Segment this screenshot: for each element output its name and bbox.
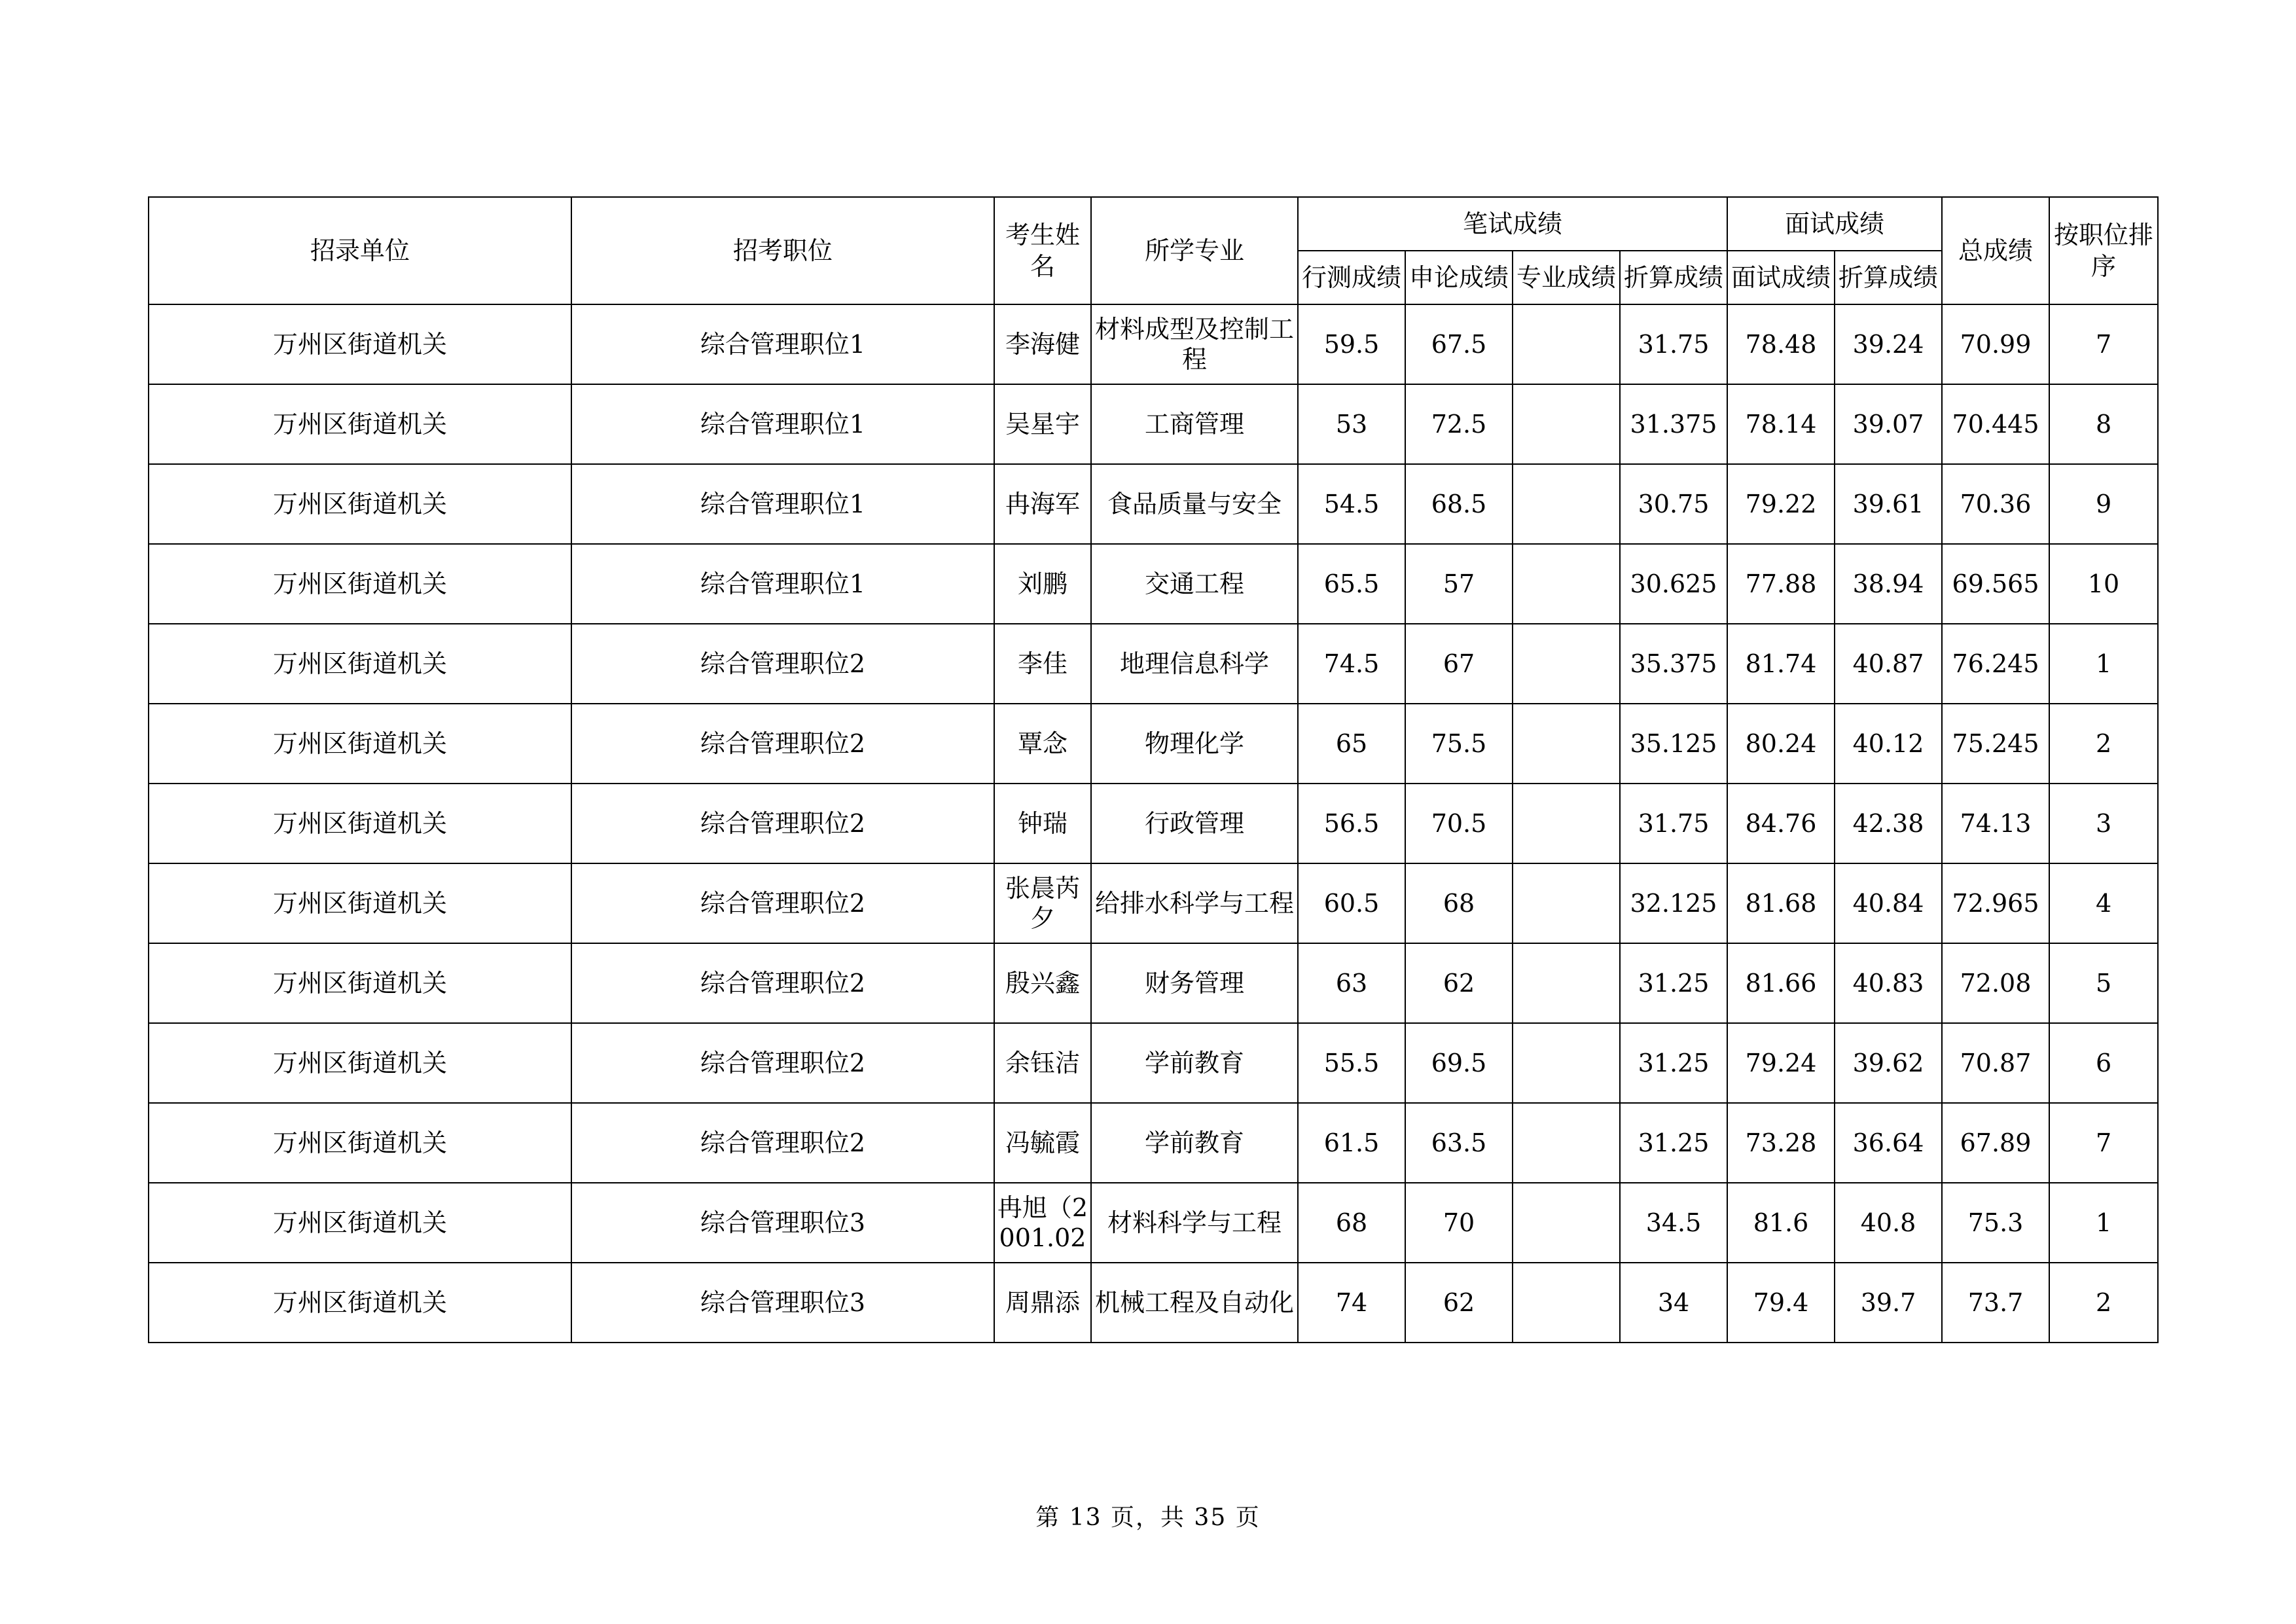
header-position: 招考职位 xyxy=(571,197,994,304)
header-xingce-label: 行测成绩 xyxy=(1301,263,1401,292)
cell-professional xyxy=(1513,624,1620,704)
cell-name-text: 冯毓霞 xyxy=(1005,1128,1080,1157)
cell-rank: 5 xyxy=(2049,943,2158,1023)
table-row xyxy=(149,704,2158,784)
cell-position: 综合管理职位2 xyxy=(571,943,994,1023)
cell-xingce: 53 xyxy=(1298,384,1405,464)
cell-position: 综合管理职位2 xyxy=(571,1023,994,1103)
header-row-1 xyxy=(149,197,2158,251)
cell-written-converted: 30.625 xyxy=(1620,544,1727,624)
cell-name xyxy=(994,943,1091,1023)
cell-rank: 6 xyxy=(2049,1023,2158,1103)
cell-interview-converted: 40.84 xyxy=(1835,863,1942,943)
cell-interview: 78.14 xyxy=(1727,384,1835,464)
cell-shenlun: 63.5 xyxy=(1405,1103,1513,1183)
cell-name-text: 吴星宇 xyxy=(1005,410,1080,439)
header-name-label: 考生姓名 xyxy=(1005,221,1080,281)
cell-rank: 8 xyxy=(2049,384,2158,464)
cell-rank: 4 xyxy=(2049,863,2158,943)
cell-name xyxy=(994,784,1091,863)
cell-interview: 77.88 xyxy=(1727,544,1835,624)
cell-position: 综合管理职位3 xyxy=(571,1183,994,1263)
cell-major xyxy=(1091,1023,1298,1103)
table-row xyxy=(149,624,2158,704)
cell-written-converted: 32.125 xyxy=(1620,863,1727,943)
cell-major-text: 机械工程及自动化 xyxy=(1094,1288,1294,1317)
cell-position: 综合管理职位1 xyxy=(571,464,994,544)
header-written-group: 笔试成绩 xyxy=(1298,197,1727,251)
cell-position: 综合管理职位2 xyxy=(571,1103,994,1183)
header-interview-converted-label: 折算成绩 xyxy=(1839,263,1939,292)
cell-unit: 万州区街道机关 xyxy=(149,704,571,784)
table-row xyxy=(149,544,2158,624)
cell-total: 76.245 xyxy=(1942,624,2049,704)
header-written-converted-label: 折算成绩 xyxy=(1624,263,1724,292)
cell-professional xyxy=(1513,544,1620,624)
cell-major-text: 学前教育 xyxy=(1144,1128,1244,1157)
cell-shenlun: 62 xyxy=(1405,1263,1513,1343)
cell-position: 综合管理职位2 xyxy=(571,704,994,784)
cell-shenlun: 62 xyxy=(1405,943,1513,1023)
cell-major-text: 地理信息科学 xyxy=(1119,649,1269,678)
cell-unit: 万州区街道机关 xyxy=(149,943,571,1023)
table-row xyxy=(149,943,2158,1023)
table-row xyxy=(149,1183,2158,1263)
cell-xingce: 74 xyxy=(1298,1263,1405,1343)
cell-xingce: 65 xyxy=(1298,704,1405,784)
cell-interview-converted: 39.24 xyxy=(1835,304,1942,384)
cell-major-text: 材料科学与工程 xyxy=(1107,1208,1282,1237)
cell-name xyxy=(994,624,1091,704)
cell-name xyxy=(994,1183,1091,1263)
page-number-footer: 第 13 页，共 35 页 xyxy=(1035,1504,1261,1531)
cell-interview-converted: 36.64 xyxy=(1835,1103,1942,1183)
cell-major-text: 给排水科学与工程 xyxy=(1094,889,1294,918)
cell-name-text: 余钰洁 xyxy=(1005,1049,1080,1077)
cell-xingce: 60.5 xyxy=(1298,863,1405,943)
cell-shenlun: 70 xyxy=(1405,1183,1513,1263)
cell-written-converted: 31.25 xyxy=(1620,1103,1727,1183)
header-name xyxy=(994,197,1091,304)
cell-position: 综合管理职位1 xyxy=(571,304,994,384)
cell-unit: 万州区街道机关 xyxy=(149,624,571,704)
header-professional xyxy=(1513,251,1620,304)
header-shenlun-label: 申论成绩 xyxy=(1408,263,1509,292)
cell-xingce: 59.5 xyxy=(1298,304,1405,384)
cell-name xyxy=(994,464,1091,544)
header-interview-group: 面试成绩 xyxy=(1727,197,1942,251)
cell-shenlun: 57 xyxy=(1405,544,1513,624)
cell-major xyxy=(1091,943,1298,1023)
cell-unit: 万州区街道机关 xyxy=(149,1023,571,1103)
cell-professional xyxy=(1513,704,1620,784)
cell-xingce: 63 xyxy=(1298,943,1405,1023)
cell-name-text: 李佳 xyxy=(1017,649,1067,678)
cell-total: 70.445 xyxy=(1942,384,2049,464)
cell-written-converted: 34 xyxy=(1620,1263,1727,1343)
cell-total: 75.245 xyxy=(1942,704,2049,784)
cell-major xyxy=(1091,304,1298,384)
cell-xingce: 68 xyxy=(1298,1183,1405,1263)
cell-position: 综合管理职位2 xyxy=(571,863,994,943)
cell-professional xyxy=(1513,1183,1620,1263)
cell-unit: 万州区街道机关 xyxy=(149,863,571,943)
header-total: 总成绩 xyxy=(1942,197,2049,304)
cell-shenlun: 67.5 xyxy=(1405,304,1513,384)
cell-interview: 81.68 xyxy=(1727,863,1835,943)
cell-name xyxy=(994,544,1091,624)
cell-interview-converted: 42.38 xyxy=(1835,784,1942,863)
header-interview-label: 面试成绩 xyxy=(1731,263,1831,292)
cell-rank: 3 xyxy=(2049,784,2158,863)
cell-shenlun: 67 xyxy=(1405,624,1513,704)
cell-unit: 万州区街道机关 xyxy=(149,1183,571,1263)
cell-name xyxy=(994,304,1091,384)
cell-interview-converted: 40.83 xyxy=(1835,943,1942,1023)
cell-xingce: 54.5 xyxy=(1298,464,1405,544)
table-row xyxy=(149,464,2158,544)
cell-rank: 1 xyxy=(2049,1183,2158,1263)
table-row xyxy=(149,1263,2158,1343)
cell-interview-converted: 39.7 xyxy=(1835,1263,1942,1343)
cell-name xyxy=(994,704,1091,784)
cell-interview: 80.24 xyxy=(1727,704,1835,784)
cell-interview-converted: 40.12 xyxy=(1835,704,1942,784)
header-xingce xyxy=(1298,251,1405,304)
cell-total: 70.87 xyxy=(1942,1023,2049,1103)
cell-major-text: 交通工程 xyxy=(1144,569,1244,598)
cell-name-text: 覃念 xyxy=(1017,729,1067,758)
cell-unit: 万州区街道机关 xyxy=(149,784,571,863)
cell-major xyxy=(1091,544,1298,624)
cell-name xyxy=(994,1263,1091,1343)
cell-major xyxy=(1091,464,1298,544)
cell-professional xyxy=(1513,1263,1620,1343)
cell-major-text: 学前教育 xyxy=(1144,1049,1244,1077)
header-rank-label: 按职位排序 xyxy=(2054,221,2154,281)
cell-major-text: 材料成型及控制工程 xyxy=(1094,315,1294,374)
cell-interview: 78.48 xyxy=(1727,304,1835,384)
cell-total: 73.7 xyxy=(1942,1263,2049,1343)
cell-xingce: 61.5 xyxy=(1298,1103,1405,1183)
cell-major-text: 财务管理 xyxy=(1144,969,1244,998)
cell-total: 72.965 xyxy=(1942,863,2049,943)
cell-interview: 81.66 xyxy=(1727,943,1835,1023)
cell-written-converted: 30.75 xyxy=(1620,464,1727,544)
cell-interview: 73.28 xyxy=(1727,1103,1835,1183)
cell-written-converted: 31.25 xyxy=(1620,943,1727,1023)
cell-name-text: 李海健 xyxy=(1005,330,1080,359)
cell-interview-converted: 39.61 xyxy=(1835,464,1942,544)
cell-major xyxy=(1091,1183,1298,1263)
cell-major-text: 工商管理 xyxy=(1144,410,1244,439)
cell-total: 70.36 xyxy=(1942,464,2049,544)
cell-total: 72.08 xyxy=(1942,943,2049,1023)
cell-professional xyxy=(1513,784,1620,863)
cell-written-converted: 31.25 xyxy=(1620,1023,1727,1103)
cell-interview-converted: 40.8 xyxy=(1835,1183,1942,1263)
cell-major xyxy=(1091,384,1298,464)
cell-written-converted: 34.5 xyxy=(1620,1183,1727,1263)
cell-professional xyxy=(1513,304,1620,384)
cell-major xyxy=(1091,863,1298,943)
cell-written-converted: 31.75 xyxy=(1620,784,1727,863)
header-interview xyxy=(1727,251,1835,304)
cell-total: 69.565 xyxy=(1942,544,2049,624)
cell-interview: 79.22 xyxy=(1727,464,1835,544)
header-interview-converted xyxy=(1835,251,1942,304)
cell-position: 综合管理职位3 xyxy=(571,1263,994,1343)
cell-interview: 84.76 xyxy=(1727,784,1835,863)
cell-position: 综合管理职位2 xyxy=(571,624,994,704)
cell-professional xyxy=(1513,1023,1620,1103)
cell-shenlun: 70.5 xyxy=(1405,784,1513,863)
cell-position: 综合管理职位1 xyxy=(571,384,994,464)
cell-interview: 81.74 xyxy=(1727,624,1835,704)
header-major: 所学专业 xyxy=(1091,197,1298,304)
cell-interview-converted: 39.62 xyxy=(1835,1023,1942,1103)
cell-name-text: 张晨芮夕 xyxy=(1005,874,1080,933)
header-written-converted xyxy=(1620,251,1727,304)
cell-name xyxy=(994,384,1091,464)
cell-rank: 7 xyxy=(2049,304,2158,384)
cell-name xyxy=(994,1023,1091,1103)
cell-shenlun: 69.5 xyxy=(1405,1023,1513,1103)
cell-interview: 79.24 xyxy=(1727,1023,1835,1103)
header-rank xyxy=(2049,197,2158,304)
table-row xyxy=(149,1023,2158,1103)
cell-name-text: 冉旭（2001.02 xyxy=(997,1193,1088,1252)
cell-rank: 1 xyxy=(2049,624,2158,704)
header-unit: 招录单位 xyxy=(149,197,571,304)
cell-written-converted: 31.375 xyxy=(1620,384,1727,464)
cell-rank: 2 xyxy=(2049,704,2158,784)
header-shenlun xyxy=(1405,251,1513,304)
cell-name-text: 周鼎添 xyxy=(1005,1288,1080,1317)
cell-major-text: 物理化学 xyxy=(1144,729,1244,758)
cell-major xyxy=(1091,1103,1298,1183)
cell-name-text: 冉海军 xyxy=(1005,490,1080,518)
cell-major xyxy=(1091,1263,1298,1343)
cell-shenlun: 75.5 xyxy=(1405,704,1513,784)
cell-shenlun: 68 xyxy=(1405,863,1513,943)
cell-xingce: 65.5 xyxy=(1298,544,1405,624)
score-table xyxy=(148,196,2159,1343)
cell-rank: 7 xyxy=(2049,1103,2158,1183)
cell-professional xyxy=(1513,464,1620,544)
cell-major xyxy=(1091,704,1298,784)
cell-total: 74.13 xyxy=(1942,784,2049,863)
cell-rank: 10 xyxy=(2049,544,2158,624)
cell-professional xyxy=(1513,863,1620,943)
cell-xingce: 55.5 xyxy=(1298,1023,1405,1103)
cell-total: 70.99 xyxy=(1942,304,2049,384)
cell-major-text: 食品质量与安全 xyxy=(1107,490,1282,518)
table-row xyxy=(149,1103,2158,1183)
cell-professional xyxy=(1513,1103,1620,1183)
cell-unit: 万州区街道机关 xyxy=(149,1103,571,1183)
cell-rank: 9 xyxy=(2049,464,2158,544)
cell-unit: 万州区街道机关 xyxy=(149,1263,571,1343)
cell-major xyxy=(1091,784,1298,863)
cell-shenlun: 72.5 xyxy=(1405,384,1513,464)
cell-rank: 2 xyxy=(2049,1263,2158,1343)
cell-major xyxy=(1091,624,1298,704)
cell-interview-converted: 39.07 xyxy=(1835,384,1942,464)
score-table-body xyxy=(149,304,2158,1343)
cell-interview-converted: 40.87 xyxy=(1835,624,1942,704)
cell-shenlun: 68.5 xyxy=(1405,464,1513,544)
cell-xingce: 74.5 xyxy=(1298,624,1405,704)
table-row xyxy=(149,784,2158,863)
header-professional-label: 专业成绩 xyxy=(1516,263,1616,292)
cell-interview: 79.4 xyxy=(1727,1263,1835,1343)
cell-professional xyxy=(1513,943,1620,1023)
table-row xyxy=(149,384,2158,464)
cell-position: 综合管理职位2 xyxy=(571,784,994,863)
cell-name-text: 殷兴鑫 xyxy=(1005,969,1080,998)
cell-interview: 81.6 xyxy=(1727,1183,1835,1263)
cell-total: 67.89 xyxy=(1942,1103,2049,1183)
table-row xyxy=(149,863,2158,943)
cell-written-converted: 35.125 xyxy=(1620,704,1727,784)
cell-name-text: 刘鹏 xyxy=(1017,569,1067,598)
cell-total: 75.3 xyxy=(1942,1183,2049,1263)
cell-professional xyxy=(1513,384,1620,464)
cell-written-converted: 31.75 xyxy=(1620,304,1727,384)
cell-written-converted: 35.375 xyxy=(1620,624,1727,704)
cell-position: 综合管理职位1 xyxy=(571,544,994,624)
cell-major-text: 行政管理 xyxy=(1144,809,1244,838)
cell-unit: 万州区街道机关 xyxy=(149,384,571,464)
cell-name xyxy=(994,1103,1091,1183)
cell-xingce: 56.5 xyxy=(1298,784,1405,863)
cell-unit: 万州区街道机关 xyxy=(149,464,571,544)
cell-name xyxy=(994,863,1091,943)
cell-interview-converted: 38.94 xyxy=(1835,544,1942,624)
cell-name-text: 钟瑞 xyxy=(1017,809,1067,838)
cell-unit: 万州区街道机关 xyxy=(149,544,571,624)
table-row xyxy=(149,304,2158,384)
cell-unit: 万州区街道机关 xyxy=(149,304,571,384)
